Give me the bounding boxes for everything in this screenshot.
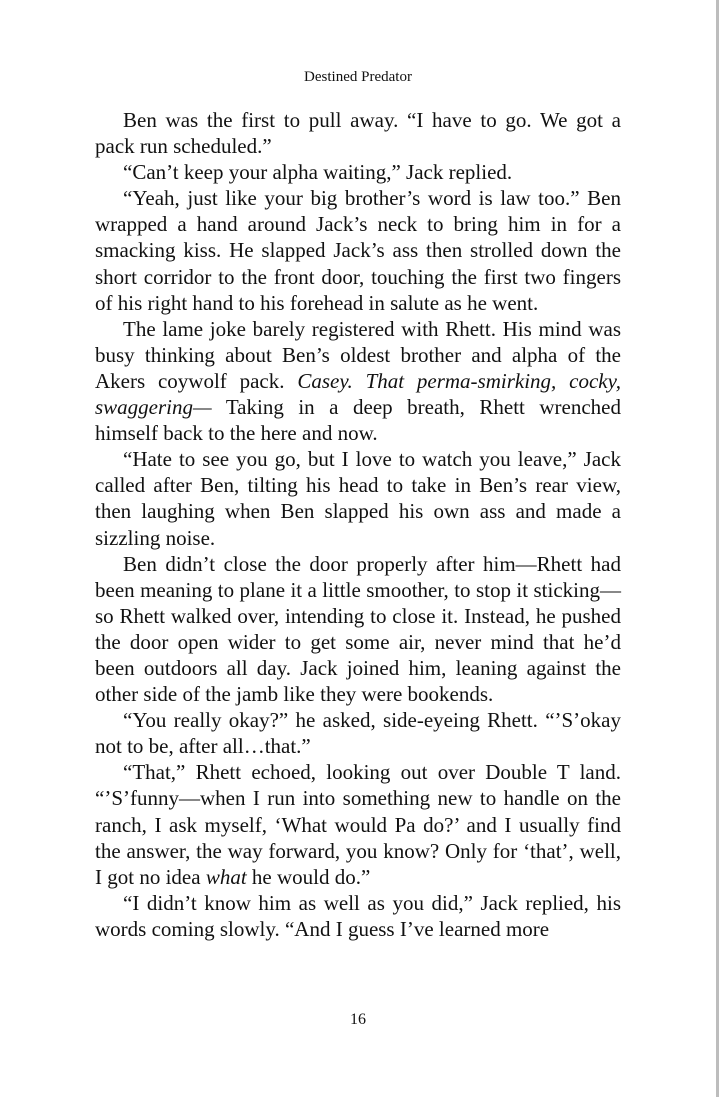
paragraph-5 (95, 446, 621, 550)
body-text (95, 107, 621, 942)
text-run: he would do.” (246, 864, 371, 889)
text-run: “Yeah, just like your big brother’s word is law too.” Ben wrapped a hand around Jack’s neck to bring him in for a smacking kiss. He slapped Jack’s ass then strolled down the short corridor to the front door, touching the first two fingers of his right hand to his forehead in salute as he went. (95, 186, 621, 315)
paragraph-9 (95, 890, 621, 942)
paragraph-3 (95, 185, 621, 315)
text-run: “You really okay?” he asked, side-eyeing Rhett. “’S’okay not to be, after all…that.” (95, 708, 621, 759)
text-run: The lame joke barely registered with Rhett. His mind was busy thinking about Ben’s oldest brother and alpha of the Akers coywolf pack. (95, 316, 621, 393)
text-run: Ben didn’t close the door properly after him—Rhett had been meaning to plane it a little smoother, to stop it sticking—so Rhett walked over, intending to close it. Instead, he pushed the door open wider to get some air, never mind that he’d been outdoors all day. Jack joined him, leaning against the other side of the jamb like they were bookends. (95, 551, 621, 707)
text-run: Ben was the first to pull away. “I have to go. We got a pack run scheduled.” (95, 108, 621, 159)
paragraph-1 (95, 107, 621, 159)
paragraph-6 (95, 551, 621, 708)
paragraph-4 (95, 316, 621, 446)
text-run: “Can’t keep your alpha waiting,” Jack replied. (123, 160, 513, 185)
paragraph-2 (95, 159, 621, 185)
paragraph-7 (95, 707, 621, 759)
italic-run: Casey. That perma-smirking, cocky, swaggering— (95, 368, 621, 420)
text-run: “I didn’t know him as well as you did,” Jack replied, his words coming slowly. “And I guess I’ve learned more (95, 890, 621, 941)
page-number: 16 (350, 1011, 366, 1028)
text-run: Taking in a deep breath, Rhett wrenched himself back to the here and now. (95, 395, 621, 446)
text-run: “That,” Rhett echoed, looking out over Double T land. “’S’funny—when I run into something new to handle on the ranch, I ask myself, ‘What would Pa do?’ and I usually find the answer, the way forward, you know? Only for ‘that’, well, I got no idea (95, 760, 621, 889)
paragraph-8 (95, 759, 621, 889)
italic-run: what (205, 864, 247, 889)
running-header: Destined Predator (304, 69, 412, 85)
text-run: “Hate to see you go, but I love to watch you leave,” Jack called after Ben, tilting his head to take in Ben’s rear view, then laughing when Ben slapped his own ass and made a sizzling noise. (95, 447, 621, 550)
